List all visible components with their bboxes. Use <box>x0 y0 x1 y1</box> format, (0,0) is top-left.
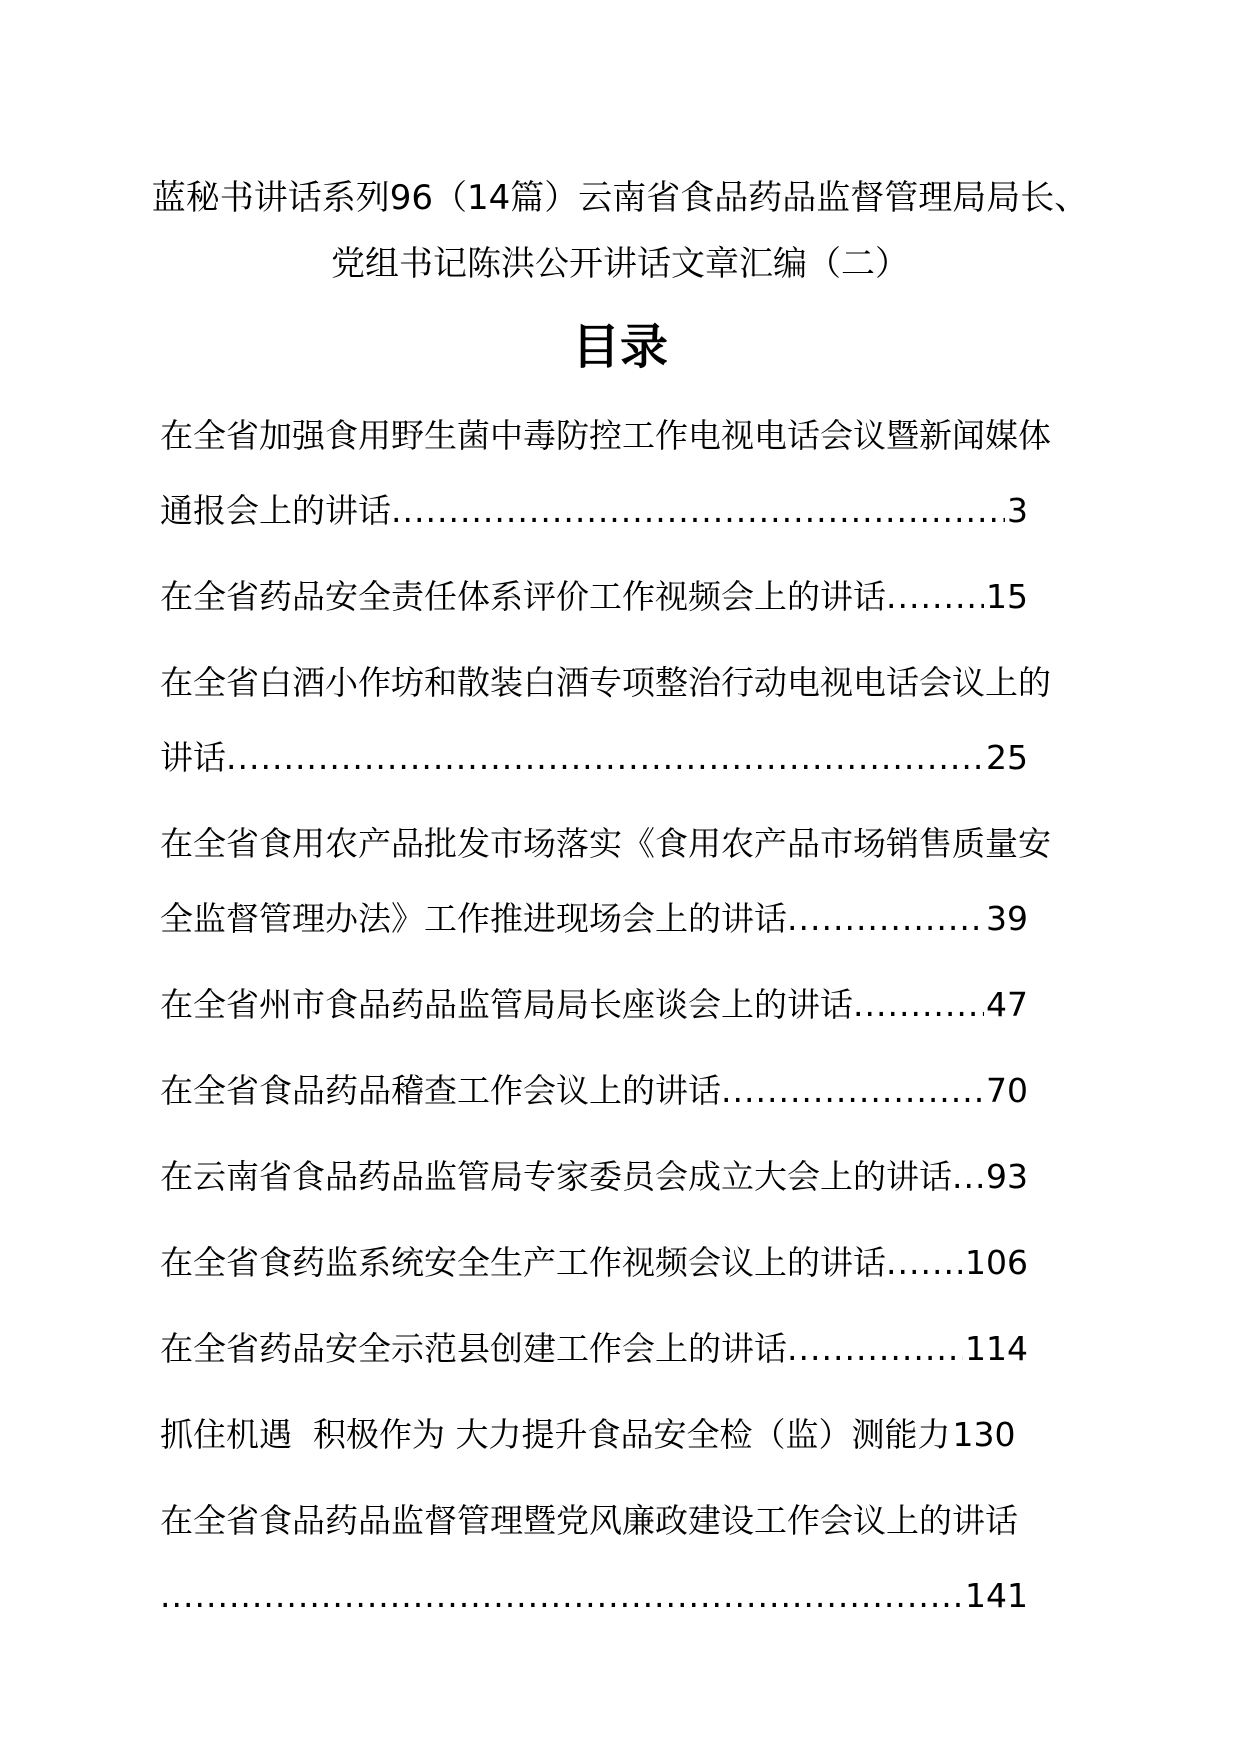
toc-page-number: 93 <box>986 1157 1028 1196</box>
toc-entry-title-continued: 全监督管理办法》工作推进现场会上的讲话 <box>160 899 787 938</box>
toc-page-number: 25 <box>986 738 1028 777</box>
toc-page-number: 47 <box>986 985 1028 1024</box>
toc-entry[interactable] <box>160 1397 1090 1472</box>
toc-entry[interactable] <box>160 398 1090 548</box>
toc-page-number: 130 <box>952 1415 1016 1454</box>
toc-entry-leader-line <box>160 1053 1028 1128</box>
toc-entry[interactable] <box>160 1311 1090 1386</box>
toc-entry-title: 在全省食品药品稽查工作会议上的讲话 <box>160 1071 721 1110</box>
toc-entry-title: 在全省加强食用野生菌中毒防控工作电视电话会议暨新闻媒体 <box>160 416 1051 455</box>
toc-entry-leader-line <box>160 1139 1028 1214</box>
toc-page-number: 106 <box>965 1243 1028 1282</box>
document-title-line-1: 蓝秘书讲话系列96（14篇）云南省食品药品监督管理局局长、 <box>151 178 1089 218</box>
toc-page-number: 70 <box>986 1071 1028 1110</box>
dot-leader <box>886 1225 963 1300</box>
toc-entry-title: 在全省州市食品药品监管局局长座谈会上的讲话 <box>160 985 853 1024</box>
table-of-contents <box>160 398 1090 1633</box>
dot-leader <box>952 1139 984 1214</box>
toc-entry[interactable] <box>160 645 1090 795</box>
dot-leader <box>853 967 984 1042</box>
toc-entry[interactable] <box>160 806 1090 956</box>
toc-entry-leader-line <box>160 967 1028 1042</box>
toc-entry-leader-line <box>160 559 1028 634</box>
toc-entry[interactable] <box>160 1053 1090 1128</box>
toc-entry[interactable] <box>160 967 1090 1042</box>
toc-page-number: 39 <box>986 899 1028 938</box>
toc-page-number: 15 <box>986 577 1028 616</box>
document-title-line-2: 党组书记陈洪公开讲话文章汇编（二） <box>331 244 909 284</box>
dot-leader <box>886 559 984 634</box>
toc-entry-leader-line <box>160 473 1028 548</box>
toc-entry-title: 在云南省食品药品监管局专家委员会成立大会上的讲话 <box>160 1157 952 1196</box>
toc-page-number: 3 <box>1007 491 1028 530</box>
toc-entry-leader-line <box>160 881 1028 956</box>
dot-leader <box>721 1053 984 1128</box>
toc-entry-title: 在全省药品安全责任体系评价工作视频会上的讲话 <box>160 577 886 616</box>
dot-leader <box>787 881 984 956</box>
toc-page-number: 141 <box>965 1576 1028 1615</box>
toc-entry-leader-line <box>160 1558 1028 1633</box>
toc-entry[interactable] <box>160 559 1090 634</box>
dot-leader <box>160 1558 963 1633</box>
toc-entry[interactable] <box>160 1483 1090 1633</box>
toc-page-number: 114 <box>965 1329 1028 1368</box>
toc-entry[interactable] <box>160 1139 1090 1214</box>
dot-leader <box>226 720 984 795</box>
toc-entry-title-continued: 通报会上的讲话 <box>160 491 391 530</box>
toc-heading: 目录 <box>571 319 668 375</box>
toc-entry-title: 在全省药品安全示范县创建工作会上的讲话 <box>160 1329 787 1368</box>
toc-entry-leader-line <box>160 1397 1028 1472</box>
document-title <box>100 165 1140 297</box>
toc-entry-title: 在全省食品药品监督管理暨党风廉政建设工作会议上的讲话 <box>160 1501 1018 1540</box>
toc-entry[interactable] <box>160 1225 1090 1300</box>
dot-leader <box>391 473 1005 548</box>
toc-entry-title: 在全省食药监系统安全生产工作视频会议上的讲话 <box>160 1243 886 1282</box>
dot-leader <box>787 1311 963 1386</box>
toc-entry-title: 在全省食用农产品批发市场落实《食用农产品市场销售质量安 <box>160 824 1051 863</box>
toc-entry-leader-line <box>160 720 1028 795</box>
toc-entry-leader-line <box>160 1225 1028 1300</box>
toc-entry-leader-line <box>160 1311 1028 1386</box>
toc-entry-title-continued: 讲话 <box>160 738 226 777</box>
toc-entry-title: 在全省白酒小作坊和散装白酒专项整治行动电视电话会议上的 <box>160 663 1051 702</box>
toc-entry-title: 抓住机遇 积极作为 大力提升食品安全检（监）测能力 <box>160 1415 951 1454</box>
